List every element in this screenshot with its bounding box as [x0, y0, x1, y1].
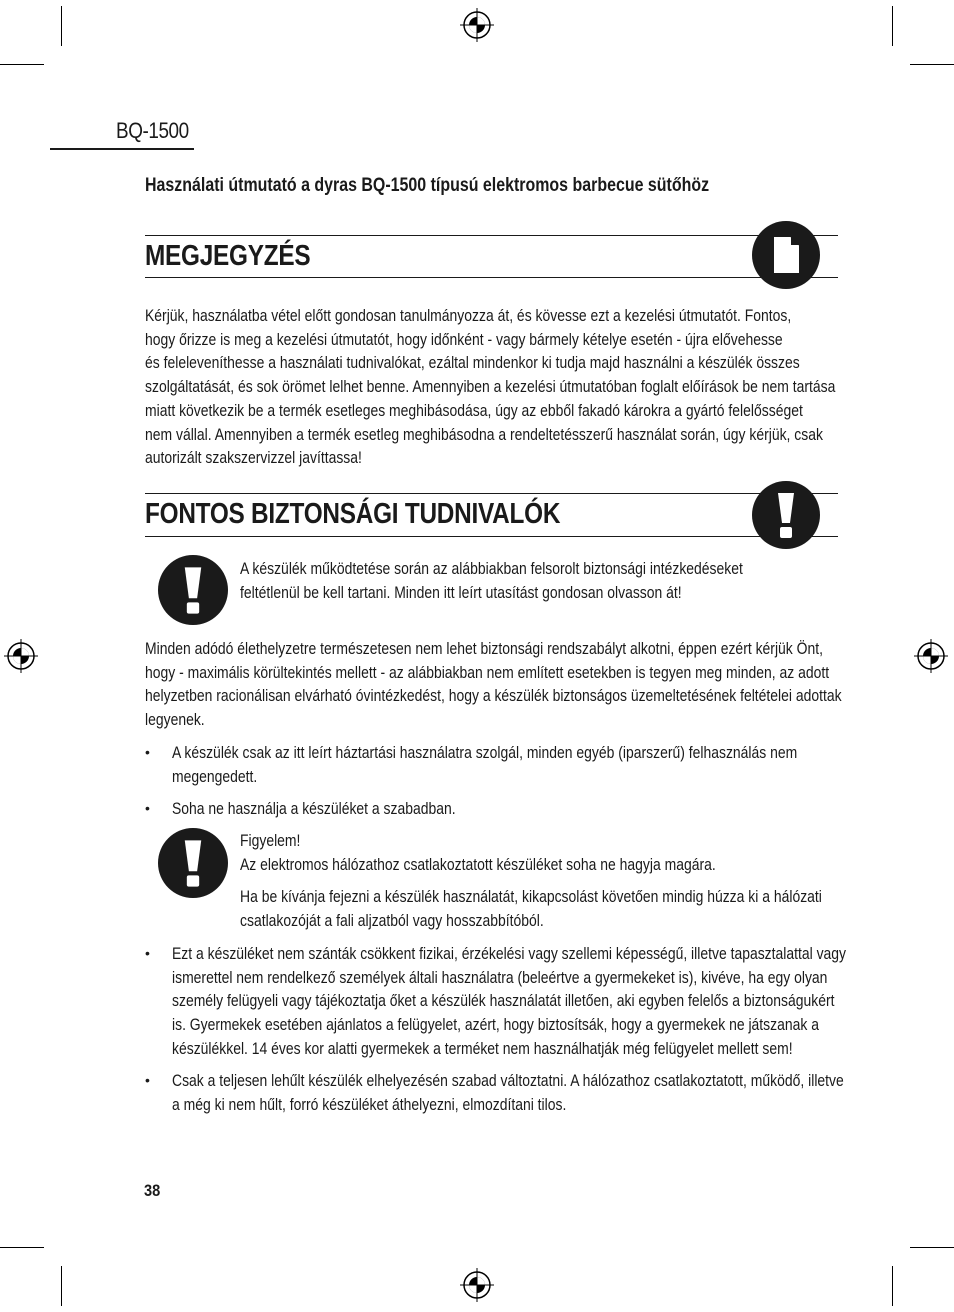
bullet-text — [172, 1069, 844, 1116]
model-underline — [50, 148, 194, 150]
registration-mark-icon — [4, 639, 38, 673]
text-line: feltétlenül be kell tartani. Minden itt leírt utasítást gondosan olvasson át! — [240, 582, 682, 602]
registration-mark-icon — [460, 8, 494, 42]
section-top-rule — [145, 235, 838, 236]
text-line: miatt következik be a termék esetleges meghibásodása, úgy az ebből fakadó károkra a gyártó felelősséget — [145, 400, 803, 420]
text-line: megengedett. — [172, 766, 258, 786]
crop-mark — [0, 1247, 44, 1248]
text-line: legyenek. — [145, 710, 205, 730]
warning-exclamation-icon — [158, 828, 228, 898]
warning-text — [240, 885, 822, 932]
warning-text — [240, 829, 716, 876]
text-line: személy felügyeli vagy tájékoztatja őket a készülék használatát illetően, aki egyben felelős a biztonságukért — [172, 991, 835, 1011]
bullet-point: • — [145, 945, 150, 961]
crop-mark — [61, 1266, 62, 1306]
text-line: hogy - maximális körültekintés mellett - az alábbiakban nem említett esetekben is tegyen meg minden, az adott — [145, 662, 830, 682]
text-line: Kérjük, használatba vétel előtt gondosan tanulmányozza át, és kövesse ezt a kezelési útmutatót. Fontos, — [145, 306, 792, 325]
text-line: Ezt a készüléket nem szánták csökkent fizikai, érzékelési vagy szellemi képességű, illetve tapasztalattal vagy — [172, 944, 847, 963]
section-bottom-rule — [145, 277, 838, 278]
section-bottom-rule — [145, 536, 838, 537]
crop-mark — [0, 64, 44, 65]
text-line: Soha ne használja a készüléket a szabadban. — [172, 799, 456, 818]
text-line: helyzetben racionálisan elvárható óvintézkedést, hogy a készülék biztonságos üzemeltetésének feltételei adottak — [145, 686, 842, 706]
crop-mark — [892, 6, 893, 46]
crop-mark — [910, 1247, 954, 1248]
text-line: szolgáltatását, és sok örömet lelhet benne. Amennyiben a kezelési útmutatóban foglalt előírások be nem tartása — [145, 377, 836, 397]
note-paragraph — [145, 304, 835, 470]
bullet-point: • — [145, 744, 150, 760]
page-number: 38 — [144, 1181, 161, 1200]
text-line: A készülék működtetése során az alábbiakban felsorolt biztonsági intézkedéseket — [240, 559, 743, 578]
model-number: BQ-1500 — [116, 118, 189, 143]
registration-mark-icon — [460, 1268, 494, 1302]
note-section-title: MEGJEGYZÉS — [145, 240, 311, 272]
text-line: Az elektromos hálózathoz csatlakoztatott készüléket soha ne hagyja magára. — [240, 854, 716, 874]
document-icon — [752, 221, 820, 289]
text-line: is. Gyermekek esetében ajánlatos a felügyelet, azért, hogy biztosítsák, hogy a gyermekek ne játszanak a — [172, 1015, 819, 1035]
text-line: Csak a teljesen lehűlt készülék elhelyezésén szabad változtatni. A hálózathoz csatlakoztatott, működő, illetve — [172, 1071, 844, 1090]
text-line: a még ki nem hűlt, forró készüléket áthelyezni, elmozdítani tilos. — [172, 1094, 567, 1114]
bullet-text — [172, 797, 456, 821]
text-line: csatlakozóját a fali aljzatból vagy hosszabbítóból. — [240, 910, 544, 930]
text-line: Ha be kívánja fejezni a készülék használatát, kikapcsolást követően mindig húzza ki a hálózati — [240, 887, 822, 906]
text-line: autorizált szakszervizzel javíttassa! — [145, 448, 362, 468]
bullet-point: • — [145, 800, 150, 816]
crop-mark — [61, 6, 62, 46]
crop-mark — [910, 64, 954, 65]
text-line: Figyelem! — [240, 831, 301, 850]
crop-mark — [892, 1266, 893, 1306]
safety-section-title: FONTOS BIZTONSÁGI TUDNIVALÓK — [145, 498, 561, 530]
text-line: készülékkel. 14 éves kor alatti gyermekek a terméket nem használhatják még felügyelet mellett sem! — [172, 1038, 793, 1058]
bullet-point: • — [145, 1072, 150, 1088]
text-line: nem vállal. Amennyiben a termék esetleg meghibásodna a rendeltetésszerű használat során, úgy kérjük, csak — [145, 424, 823, 444]
exclamation-icon — [752, 481, 820, 549]
bullet-text — [172, 741, 797, 788]
text-line: és feleleveníthesse a használati tudnivalókat, ezáltal mindenkor ki tudja majd használni a készülék összes — [145, 353, 800, 373]
text-line: ismerettel nem rendelkező személyek általi használatra (beleértve a gyermekeket is), kivéve, ha egy olyan — [172, 967, 828, 987]
text-line: hogy őrizze is meg a kezelési útmutatót, hogy időnként - vagy bármely kételye esetén - újra elővehesse — [145, 329, 783, 349]
registration-mark-icon — [914, 639, 948, 673]
bullet-text — [172, 942, 846, 1061]
text-line: A készülék csak az itt leírt háztartási használatra szolgál, minden egyéb (iparszerű) felhasználás nem — [172, 743, 798, 762]
warning-exclamation-icon — [158, 555, 228, 625]
text-line: Minden adódó élethelyzetre természetesen nem lehet biztonsági rendszabályt alkotni, éppen ezért kérjük Önt, — [145, 639, 823, 658]
general-paragraph — [145, 637, 842, 732]
section-top-rule — [145, 493, 838, 494]
warning-intro — [240, 557, 743, 604]
page-subtitle: Használati útmutató a dyras BQ-1500 típusú elektromos barbecue sütőhöz — [145, 175, 710, 196]
